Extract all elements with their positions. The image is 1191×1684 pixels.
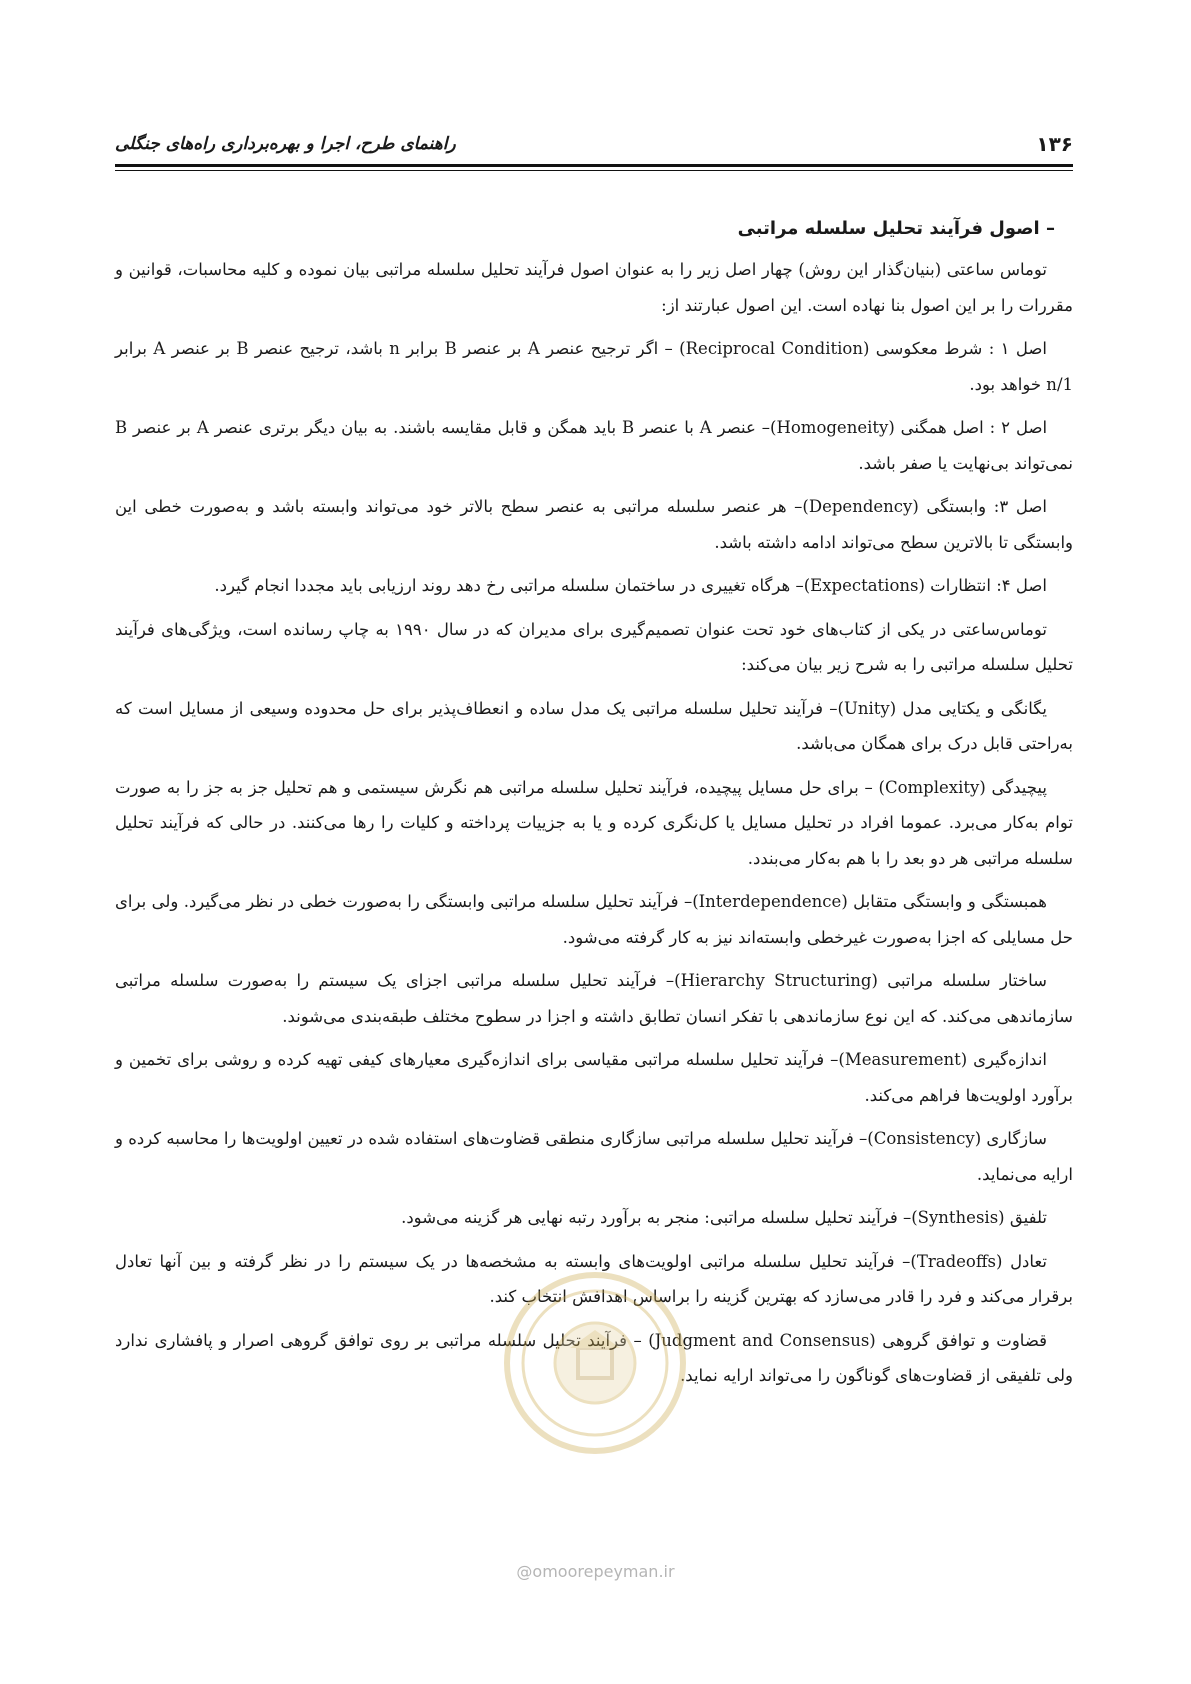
paragraph-judgment: قضاوت و توافق گروهی (Judgment and Consensus) – فرآیند تحلیل سلسله مراتبی بر روی توافق گروهی اصرار و پافشاری ندارد ولی تلفیقی از قضاوت‌های گوناگون را می‌تواند ارایه نماید. [115,1330,1073,1385]
paragraph-synthesis: تلفیق (Synthesis)– فرآیند تحلیل سلسله مراتبی: منجر به برآورد رتبه نهایی هر گزینه می‌شود. [401,1208,1047,1227]
paragraph-interdependence: همبستگی و وابستگی متقابل (Interdependence)– فرآیند تحلیل سلسله مراتبی وابستگی را به‌صورت خطی در نظر می‌گیرد. ولی برای حل مسایلی که اجزا به‌صورت غیرخطی وابسته‌اند نیز به کار گرفته می‌شود. [115,892,1073,947]
paragraph-complexity: پیچیدگی (Complexity) – برای حل مسایل پیچیده، فرآیند تحلیل سلسله مراتبی هم نگرش سیستمی و هم تحلیل جز به جز را به صورت توام به‌کار می‌برد. عموما افراد در تحلیل مسایل یا کل‌نگری کرده و یا به جزییات پرداخته و کلیات را رها می‌کنند. در حالی که فرآیند تحلیل سلسله مراتبی هر دو بعد را با هم به‌کار می‌بندد. [115,777,1073,868]
page-header [115,126,1073,162]
paragraph-principle-4: اصل ۴: انتظارات (Expectations)– هرگاه تغییری در ساختمان سلسله مراتبی رخ دهد روند ارزیابی باید مجددا انجام گیرد. [214,576,1047,595]
page-number: ۱۳۶ [1036,132,1073,156]
paragraph-intro: توماس ساعتی (بنیان‌گذار این روش) چهار اصل زیر را به عنوان اصول فرآیند تحلیل سلسله مراتبی بیان نموده و کلیه محاسبات، قوانین و مقررات را بر این اصول بنا نهاده است. این اصول عبارتند از: [115,260,1073,315]
paragraph-hierarchy: ساختار سلسله مراتبی (Hierarchy Structuring)– فرآیند تحلیل سلسله مراتبی اجزای یک سیستم را به‌صورت سلسله مراتبی سازماندهی می‌کند. که این نوع سازماندهی با تفکر انسان تطابق داشته و اجزا در سطوح مختلف طبقه‌بندی می‌شوند. [115,971,1073,1026]
header-rule-thick [115,164,1073,167]
paragraph-features-intro: توماس‌ساعتی در یکی از کتاب‌های خود تحت عنوان تصمیم‌گیری برای مدیران که در سال ۱۹۹۰ به چاپ رسانده است، ویژگی‌های فرآیند تحلیل سلسله مراتبی را به شرح زیر بیان می‌کند: [115,619,1073,674]
watermark-site: @omoorepeyman.ir [516,1562,675,1581]
paragraph-tradeoffs: تعادل (Tradeoffs)– فرآیند تحلیل سلسله مراتبی اولویت‌های وابسته به مشخصه‌ها در یک سیستم را در نظر گرفته و بین آنها تعادل برقرار می‌کند و فرد را قادر می‌سازد که بهترین گزینه را براساس اهدافش انتخاب کند. [115,1251,1073,1306]
paragraph-principle-1: اصل ۱ : شرط معکوسی (Reciprocal Condition) – اگر ترجیح عنصر A بر عنصر B برابر n باشد، ترجیح عنصر B بر عنصر A برابر 1/n خواهد بود. [115,339,1073,394]
paragraph-principle-2: اصل ۲ : اصل همگنی (Homogeneity)– عنصر A با عنصر B باید همگن و قابل مقایسه باشند. به بیان دیگر برتری عنصر A بر عنصر B نمی‌تواند بی‌نهایت یا صفر باشد. [115,418,1073,473]
body-text [115,212,1073,1402]
paragraph-measurement: اندازه‌گیری (Measurement)– فرآیند تحلیل سلسله مراتبی مقیاسی برای اندازه‌گیری معیارهای کیفی تهیه کرده و روشی برای تخمین و برآورد اولویت‌ها فراهم می‌کند. [115,1050,1073,1105]
section-heading: – اصول فرآیند تحلیل سلسله مراتبی [737,218,1055,239]
running-title: راهنمای طرح، اجرا و بهره‌برداری راه‌های جنگلی [115,134,456,154]
paragraph-principle-3: اصل ۳: وابستگی (Dependency)– هر عنصر سلسله مراتبی به عنصر سطح بالاتر خود می‌تواند وابسته باشد و به‌صورت خطی این وابستگی تا بالاترین سطح می‌تواند ادامه داشته باشد. [115,497,1073,552]
paragraph-consistency: سازگاری (Consistency)– فرآیند تحلیل سلسله مراتبی سازگاری منطقی قضاوت‌های استفاده شده در تعیین اولویت‌ها را محاسبه کرده و ارایه می‌نماید. [115,1129,1073,1184]
header-rule-thin [115,170,1073,171]
paragraph-unity: یگانگی و یکتایی مدل (Unity)– فرآیند تحلیل سلسله مراتبی یک مدل ساده و انعطاف‌پذیر برای حل محدوده وسیعی از مسایل است که به‌راحتی قابل درک برای همگان می‌باشد. [115,698,1073,753]
